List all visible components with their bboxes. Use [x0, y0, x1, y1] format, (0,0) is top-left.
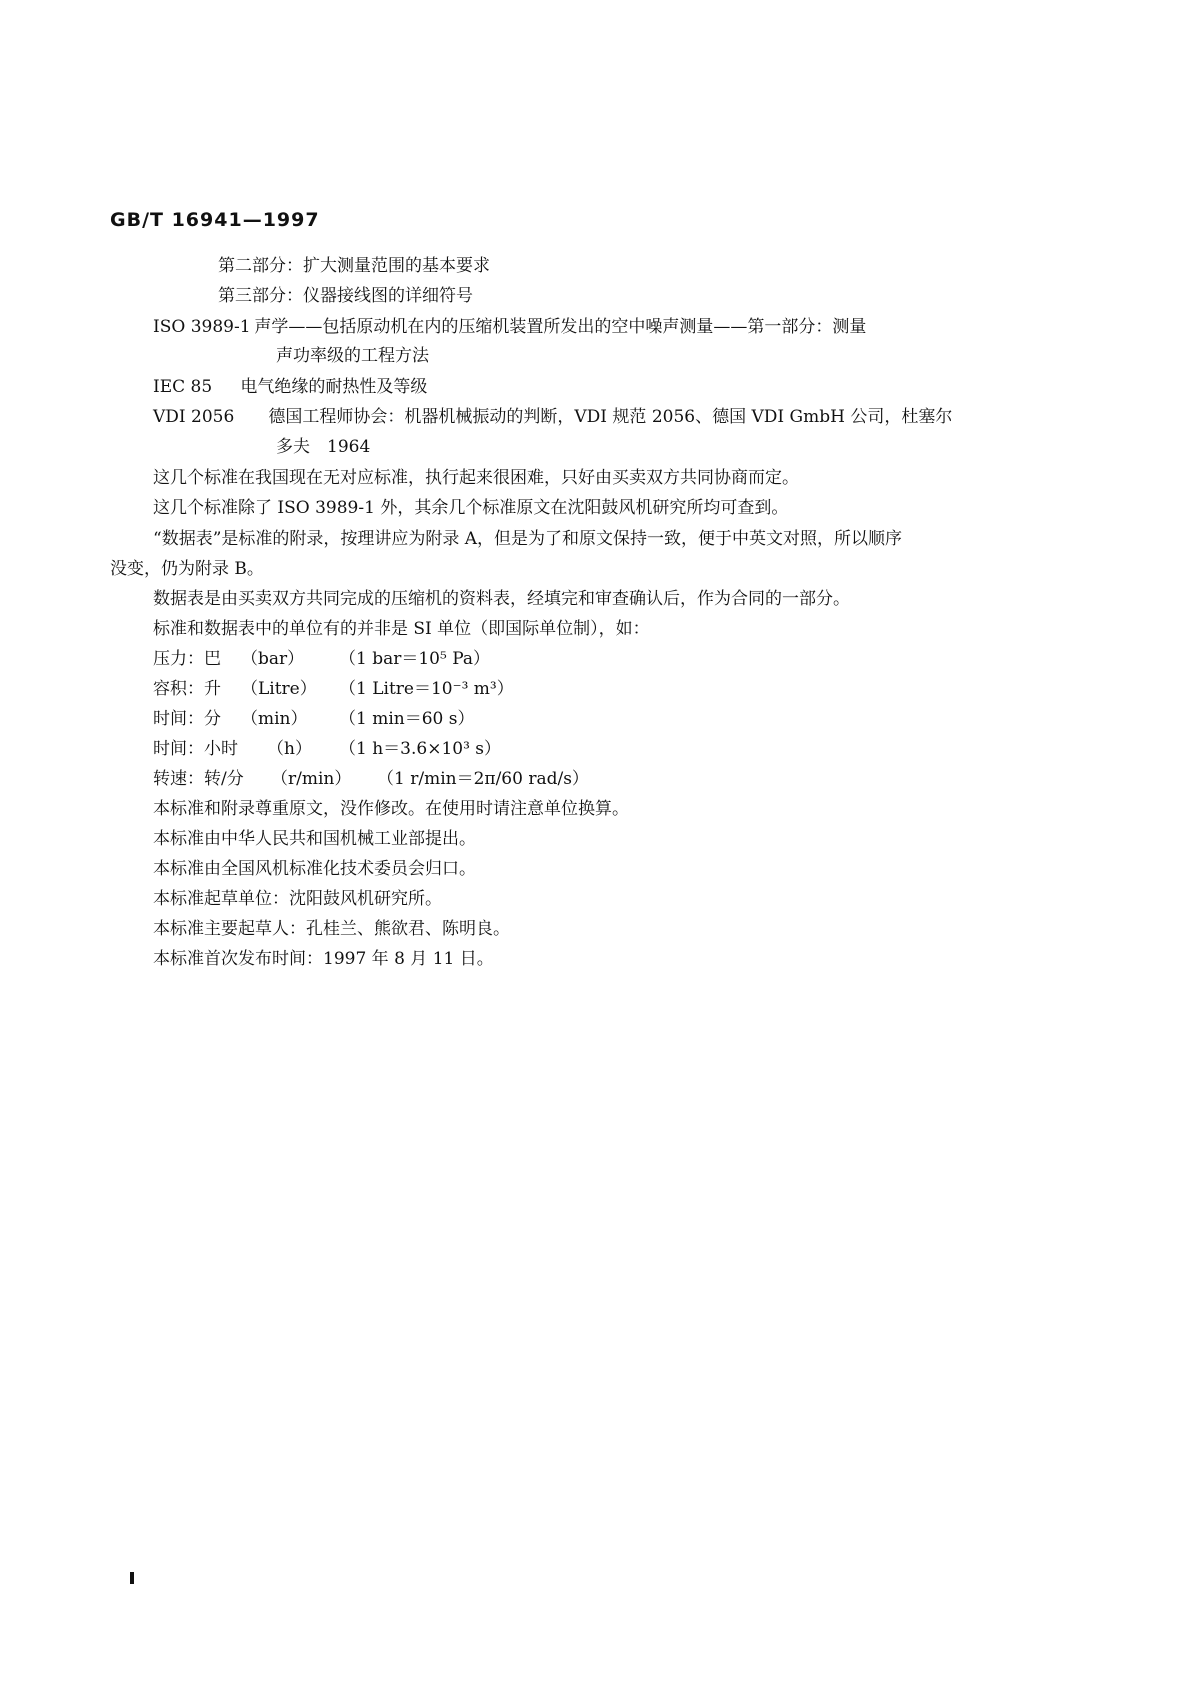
- unit-quantity: 压力：巴: [153, 649, 221, 669]
- unit-conversion: （1 r/min＝2π/60 rad/s）: [377, 769, 589, 789]
- unit-symbol: （Litre）: [241, 679, 317, 699]
- reference-item: [153, 316, 866, 338]
- closing-line: 本标准首次发布时间：1997 年 8 月 11 日。: [153, 949, 494, 969]
- closing-line: 本标准和附录尊重原文，没作修改。在使用时请注意单位换算。: [153, 799, 629, 819]
- closing-line: 本标准起草单位：沈阳鼓风机研究所。: [153, 889, 442, 909]
- parts-list-item: 第三部分：仪器接线图的详细符号: [218, 286, 473, 306]
- paragraph: 标准和数据表中的单位有的并非是 SI 单位（即国际单位制），如：: [153, 619, 650, 639]
- parts-list-item: 第二部分：扩大测量范围的基本要求: [218, 256, 490, 276]
- reference-title: 声学——包括原动机在内的压缩机装置所发出的空中噪声测量——第一部分：测量: [254, 317, 867, 337]
- unit-conversion: （1 min＝60 s）: [339, 709, 475, 729]
- unit-symbol: （r/min）: [271, 769, 352, 789]
- reference-item: [153, 406, 952, 428]
- unit-symbol: （bar）: [241, 649, 305, 669]
- unit-quantity: 时间：分: [153, 709, 221, 729]
- unit-conversion: （1 h＝3.6×10³ s）: [339, 739, 502, 759]
- closing-line: 本标准主要起草人：孔桂兰、熊欲君、陈明良。: [153, 919, 510, 939]
- reference-code: ISO 3989-1: [153, 317, 251, 337]
- reference-title-continued: 多夫 1964: [276, 437, 371, 457]
- reference-code: IEC 85: [153, 377, 213, 397]
- reference-title: 德国工程师协会：机器机械振动的判断，VDI 规范 2056、德国 VDI GmbH 公司，杜塞尔: [268, 407, 953, 427]
- paragraph-continued: 没变，仍为附录 B。: [110, 559, 264, 579]
- unit-conversion: （1 Litre＝10⁻³ m³）: [339, 679, 514, 699]
- unit-quantity: 转速：转/分: [153, 769, 244, 789]
- unit-quantity: 容积：升: [153, 679, 221, 699]
- paragraph: “数据表”是标准的附录，按理讲应为附录 A，但是为了和原文保持一致，便于中英文对照，所以顺序: [153, 529, 903, 549]
- page-number-roman: [130, 1572, 134, 1584]
- paragraph: 数据表是由买卖双方共同完成的压缩机的资料表，经填完和审查确认后，作为合同的一部分。: [153, 589, 850, 609]
- unit-symbol: （min）: [241, 709, 308, 729]
- unit-symbol: （h）: [267, 739, 312, 759]
- reference-title-continued: 声功率级的工程方法: [276, 346, 429, 366]
- paragraph: 这几个标准除了 ISO 3989-1 外，其余几个标准原文在沈阳鼓风机研究所均可查到。: [153, 498, 789, 518]
- unit-quantity: 时间：小时: [153, 739, 238, 759]
- closing-line: 本标准由中华人民共和国机械工业部提出。: [153, 829, 476, 849]
- unit-conversion: （1 bar＝10⁵ Pa）: [339, 649, 491, 669]
- reference-title: 电气绝缘的耐热性及等级: [240, 377, 428, 397]
- reference-code: VDI 2056: [153, 407, 235, 427]
- closing-line: 本标准由全国风机标准化技术委员会归口。: [153, 859, 476, 879]
- reference-item: [153, 376, 427, 398]
- paragraph: 这几个标准在我国现在无对应标准，执行起来很困难，只好由买卖双方共同协商而定。: [153, 468, 799, 488]
- standard-number: GB/T 16941—1997: [110, 209, 320, 231]
